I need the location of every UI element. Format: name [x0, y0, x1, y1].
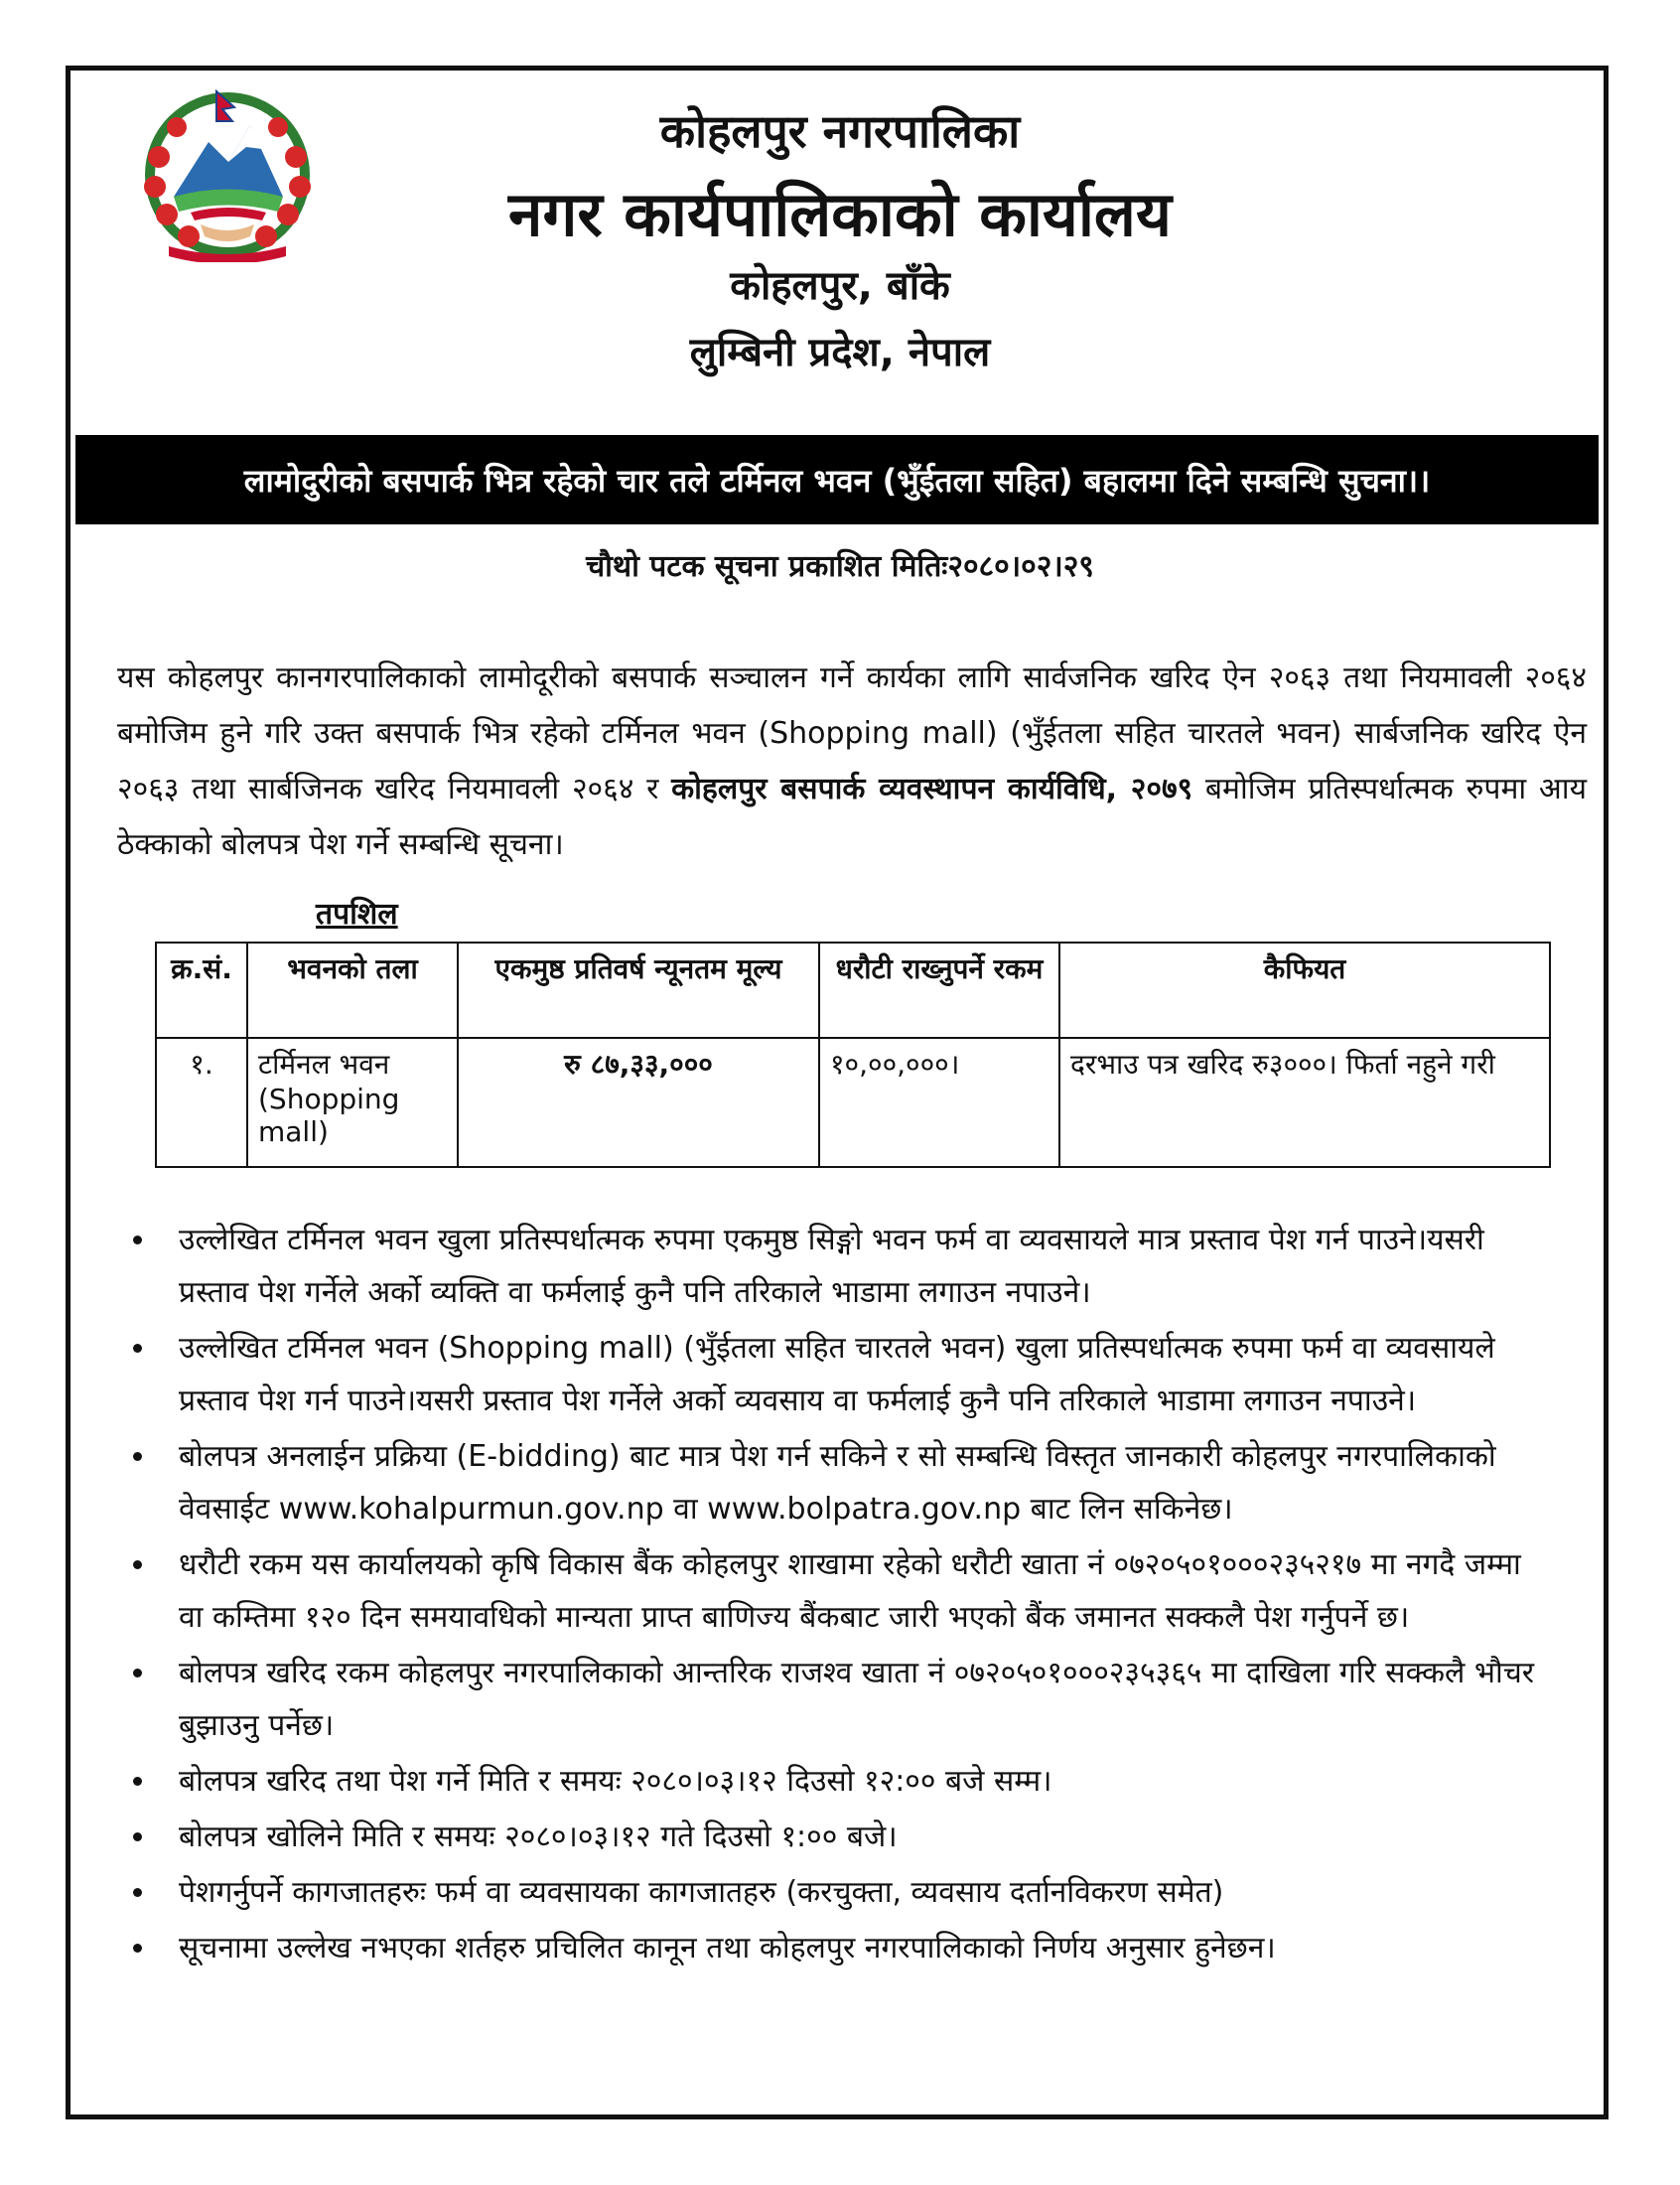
- bullet-icon: [133, 1832, 142, 1841]
- table-header: धरौटी राख्नुपर्ने रकम: [819, 943, 1059, 1038]
- list-item: [179, 1538, 1539, 1644]
- bullet-icon: [133, 1669, 142, 1677]
- intro-bold-procedure: कोहलपुर बसपार्क व्यवस्थापन कार्यविधि, २०७९: [671, 772, 1193, 806]
- list-item-text: बोलपत्र खरिद तथा पेश गर्ने मिति र समयः २०८०।०३।१२ दिउसो १२:०० बजे सम्म।: [179, 1764, 1052, 1799]
- tender-details-table: [155, 942, 1551, 1168]
- table-header: क्र.सं.: [156, 943, 247, 1038]
- list-item-text: बोलपत्र अनलाईन प्रक्रिया (E-bidding) बाट मात्र पेश गर्न सकिने र सो सम्बन्धि विस्तृत जानकारी कोहलपुर नगरपालिकाको वेवसाईट www.kohalpurmun.gov.np वा www.bolpatra.gov.np बाट लिन सकिनेछ।: [179, 1439, 1496, 1527]
- bullet-icon: [133, 1560, 142, 1569]
- intro-text-part2: बमोजिम प्रतिस्पर्धात्मक रुपमा आय ठेक्काको बोलपत्र पेश गर्ने सम्बन्धि सूचना।: [117, 772, 1587, 862]
- intro-text-part1: यस कोहलपुर कानगरपालिकाको लामोदूरीको बसपार्क सञ्चालन गर्ने कार्यका लागि सार्वजनिक खरिद ऐन २०६३ तथा नियमावली २०६४ बमोजिम हुने गरि उक्त बसपार्क भित्र रहेको टर्मिनल भवन (Shopping mall) (भुँईतला सहित चारतले भवन) सार्बजनिक खरिद ऐन २०६३ तथा सार्बजिनक खरिद नियमावली २०६४ र: [117, 660, 1587, 806]
- details-label: तपशिल: [316, 897, 398, 932]
- table-cell-serial: १.: [156, 1038, 247, 1167]
- table-header: भवनको तला: [247, 943, 458, 1038]
- list-item: [179, 1430, 1539, 1535]
- list-item-text: धरौटी रकम यस कार्यालयको कृषि विकास बैंक कोहलपुर शाखामा रहेको धरौटी खाता नं ०७२०५०१०००२३५२१७ मा नगदै जम्मा वा कम्तिमा १२० दिन समयावधिको मान्यता प्राप्त बाणिज्य बैंकबाट जारी भएको बैंक जमानत सक्कलै पेश गर्नुपर्ने छ।: [179, 1547, 1521, 1635]
- office-province: लुम्बिनी प्रदेश, नेपाल: [689, 330, 991, 375]
- table-header: एकमुष्ठ प्रतिवर्ष न्यूनतम मूल्य: [458, 943, 819, 1038]
- bullet-icon: [133, 1236, 142, 1244]
- table-cell-min-price: रु ८७,३३,०००: [458, 1038, 819, 1167]
- table-header-row: [156, 943, 1550, 1038]
- notice-title-text: लामोदुरीको बसपार्क भित्र रहेको चार तले टर्मिनल भवन (भुँईतला सहित) बहालमा दिने सम्बन्धि सुचना।।: [243, 461, 1431, 500]
- list-item-text: सूचनामा उल्लेख नभएका शर्तहरु प्रचिलित कानून तथा कोहलपुर नगरपालिकाको निर्णय अनुसार हुनेछन।: [179, 1931, 1276, 1966]
- publication-date-line: चौथो पटक सूचना प्रकाशित मितिः२०८०।०२।२९: [586, 549, 1094, 584]
- notice-title-banner: [75, 435, 1599, 524]
- list-item: [179, 1214, 1539, 1319]
- list-item: [179, 1922, 1539, 1974]
- table-cell-floor: टर्मिनल भवन (Shopping mall): [247, 1038, 458, 1167]
- list-item: [179, 1755, 1539, 1808]
- list-item-text: बोलपत्र खोलिने मिति र समयः २०८०।०३।१२ गते दिउसो १:०० बजे।: [179, 1820, 898, 1854]
- bullet-icon: [133, 1944, 142, 1953]
- intro-paragraph: [117, 651, 1587, 873]
- municipality-name: कोहलपुर नगरपालिका: [659, 104, 1021, 158]
- list-item: [179, 1322, 1539, 1427]
- list-item-text: उल्लेखित टर्मिनल भवन (Shopping mall) (भुँईतला सहित चारतले भवन) खुला प्रतिस्पर्धात्मक रुपमा फर्म वा व्यवसायले प्रस्ताव पेश गर्न पाउने।यसरी प्रस्ताव पेश गर्नेले अर्को व्यवसाय वा फर्मलाई कुनै पनि तरिकाले भाडामा लगाउन नपाउने।: [179, 1331, 1495, 1418]
- list-item-text: पेशगर्नुपर्ने कागजातहरुः फर्म वा व्यवसायका कागजातहरु (करचुक्ता, व्यवसाय दर्तानविकरण समेत): [179, 1875, 1224, 1910]
- list-item-text: बोलपत्र खरिद रकम कोहलपुर नगरपालिकाको आन्तरिक राजश्व खाता नं ०७२०५०१०००२३५३६५ मा दाखिला गरि सक्कलै भौचर बुझाउनु पर्नेछ।: [179, 1656, 1535, 1743]
- bullet-icon: [133, 1452, 142, 1461]
- list-item: [179, 1811, 1539, 1863]
- table-header: कैफियत: [1059, 943, 1550, 1038]
- table-row: [156, 1038, 1550, 1167]
- office-title: नगर कार्यपालिकाको कार्यालय: [508, 178, 1172, 250]
- list-item-text: उल्लेखित टर्मिनल भवन खुला प्रतिस्पर्धात्मक रुपमा एकमुष्ठ सिङ्गो भवन फर्म वा व्यवसायले मात्र प्रस्ताव पेश गर्न पाउने।यसरी प्रस्ताव पेश गर्नेले अर्को व्यक्ति वा फर्मलाई कुनै पनि तरिकाले भाडामा लगाउन नपाउने।: [179, 1223, 1484, 1310]
- table-cell-remarks: दरभाउ पत्र खरिद रु३०००। फिर्ता नहुने गरी: [1059, 1038, 1550, 1167]
- bullet-icon: [133, 1888, 142, 1897]
- list-item: [179, 1866, 1539, 1919]
- office-location: कोहलपुर, बाँके: [730, 263, 950, 309]
- bullet-icon: [133, 1344, 142, 1353]
- list-item: [179, 1647, 1539, 1752]
- table-cell-deposit: १०,००,०००।: [819, 1038, 1059, 1167]
- conditions-list: [179, 1214, 1539, 1977]
- bullet-icon: [133, 1777, 142, 1786]
